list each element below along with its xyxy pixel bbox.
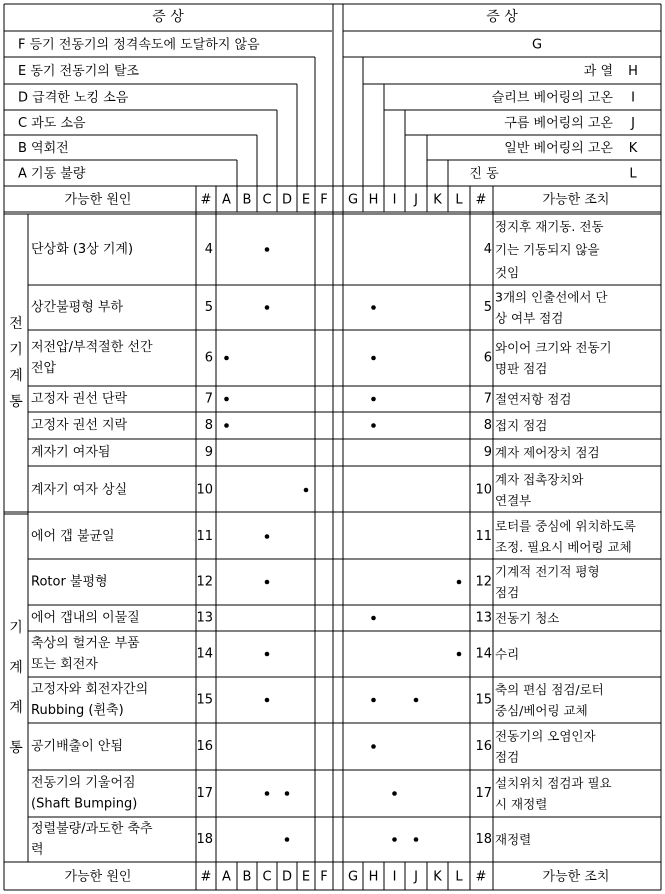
symptom-mark-C bbox=[265, 791, 270, 796]
right-symptom-letter: G bbox=[531, 37, 543, 53]
group-label-char: 계 bbox=[9, 660, 23, 676]
symptom-column-header: G bbox=[347, 869, 359, 885]
cause-text: 축상의 헐거운 부품 bbox=[31, 636, 140, 651]
left-symptom-title: 증 상 bbox=[152, 9, 184, 25]
group-label-char: 기 bbox=[9, 620, 23, 636]
right-symptom-letter: H bbox=[628, 64, 638, 79]
symptom-column-header: G bbox=[347, 192, 359, 208]
symptom-column-header: K bbox=[433, 869, 442, 885]
row-number: 12 bbox=[196, 574, 213, 590]
symptom-column-header: A bbox=[222, 869, 231, 885]
symptom-mark-C bbox=[265, 652, 270, 657]
row-number: 16 bbox=[196, 739, 213, 754]
symptom-column-header: L bbox=[455, 192, 463, 208]
symptom-column-header: I bbox=[392, 192, 397, 208]
row-number: 11 bbox=[196, 529, 213, 544]
row-number: 6 bbox=[483, 350, 492, 366]
right-symptom-label: 구름 베어링의 고온 bbox=[504, 116, 613, 131]
action-text: 계자 접촉장치와 bbox=[495, 472, 584, 487]
action-text: 조정. 필요시 베어링 교체 bbox=[495, 539, 632, 555]
symptom-column-header: F bbox=[320, 869, 328, 885]
symptom-column-header: B bbox=[242, 869, 252, 885]
row-number: 12 bbox=[475, 574, 492, 590]
cause-text: 또는 회전자 bbox=[31, 657, 98, 672]
row-number: 16 bbox=[475, 739, 492, 754]
symptom-column-header: D bbox=[281, 869, 293, 885]
cause-text: 력 bbox=[31, 842, 44, 858]
cause-text: 계자기 여자 상실 bbox=[31, 482, 128, 498]
cause-column-header: 가능한 원인 bbox=[64, 192, 132, 208]
row-number: 6 bbox=[204, 350, 213, 366]
action-column-header: 가능한 조치 bbox=[542, 192, 610, 208]
action-text: 상 여부 점검 bbox=[495, 310, 564, 326]
number-column-header: # bbox=[475, 869, 487, 885]
symptom-column-header: E bbox=[301, 869, 311, 885]
action-column-header: 가능한 조치 bbox=[542, 869, 610, 885]
symptom-mark-I bbox=[392, 791, 397, 796]
symptom-mark-H bbox=[371, 305, 376, 310]
symptom-mark-E bbox=[304, 488, 309, 493]
row-number: 14 bbox=[196, 646, 213, 662]
action-text: 재정렬 bbox=[495, 832, 532, 847]
symptom-column-header: F bbox=[320, 192, 328, 208]
symptom-mark-A bbox=[224, 423, 229, 428]
action-text: 수리 bbox=[495, 646, 520, 662]
row-number: 18 bbox=[475, 832, 492, 847]
row-number: 13 bbox=[196, 610, 213, 626]
cause-text: 상간불평형 부하 bbox=[31, 300, 124, 315]
right-symptom-letter: J bbox=[631, 116, 635, 131]
row-number: 17 bbox=[475, 786, 492, 801]
group-label-char: 기 bbox=[9, 342, 23, 358]
number-column-header: # bbox=[200, 192, 212, 208]
symptom-mark-J bbox=[414, 837, 419, 842]
row-number: 13 bbox=[475, 610, 492, 626]
symptom-mark-H bbox=[371, 356, 376, 361]
row-number: 7 bbox=[483, 391, 492, 407]
right-symptom-label: 슬리브 베어링의 고온 bbox=[491, 90, 613, 106]
row-number: 17 bbox=[196, 786, 213, 801]
symptom-mark-L bbox=[457, 652, 462, 657]
symptom-column-header: E bbox=[301, 192, 311, 208]
right-symptom-label: 일반 베어링의 고온 bbox=[504, 141, 613, 156]
cause-text: 정렬불량/과도한 축추 bbox=[31, 821, 153, 837]
action-text: 절연저항 점검 bbox=[495, 391, 572, 407]
symptom-mark-A bbox=[224, 356, 229, 361]
action-text: 명판 점검 bbox=[495, 361, 548, 376]
symptom-column-header: C bbox=[262, 869, 272, 885]
action-text: 기계적 전기적 평형 bbox=[495, 564, 600, 579]
action-text: 중심/베어링 교체 bbox=[495, 703, 588, 718]
right-symptom-letter: I bbox=[631, 90, 635, 106]
action-text: 기는 기동되지 않을 bbox=[495, 242, 600, 257]
left-symptom-label: C 과도 소음 bbox=[18, 116, 86, 131]
symptom-mark-D bbox=[285, 837, 290, 842]
cause-text: (Shaft Bumping) bbox=[31, 796, 138, 812]
cause-text: 고정자와 회전자간의 bbox=[31, 682, 149, 697]
symptom-mark-C bbox=[265, 534, 270, 539]
row-number: 18 bbox=[196, 832, 213, 847]
number-column-header: # bbox=[475, 192, 487, 208]
group-label-char: 통 bbox=[9, 740, 23, 756]
cause-text: 전동기의 기울어짐 bbox=[31, 775, 136, 791]
symptom-mark-H bbox=[371, 744, 376, 749]
cause-text: 저전압/부적절한 선간 bbox=[31, 340, 153, 355]
right-symptom-letter: L bbox=[629, 166, 637, 182]
right-symptom-letter: K bbox=[628, 141, 638, 156]
cause-text: 고정자 권선 단락 bbox=[31, 391, 128, 407]
symptom-mark-A bbox=[224, 397, 229, 402]
symptom-mark-C bbox=[265, 247, 270, 252]
cause-column-header: 가능한 원인 bbox=[64, 869, 132, 885]
symptom-mark-H bbox=[371, 616, 376, 621]
action-text: 설치위치 점검과 필요 bbox=[495, 775, 612, 791]
right-symptom-label: 진 동 bbox=[469, 166, 499, 182]
symptom-column-header: B bbox=[242, 192, 252, 208]
row-number: 11 bbox=[475, 529, 492, 544]
cause-text: 단상화 (3상 기계) bbox=[31, 242, 134, 257]
action-text: 3개의 인출선에서 단 bbox=[495, 289, 608, 305]
row-number: 7 bbox=[204, 391, 213, 407]
action-text: 점검 bbox=[495, 749, 520, 765]
symptom-mark-J bbox=[414, 698, 419, 703]
symptom-mark-H bbox=[371, 397, 376, 402]
row-number: 5 bbox=[483, 300, 492, 315]
row-number: 9 bbox=[483, 445, 492, 460]
symptom-mark-I bbox=[392, 837, 397, 842]
group-label-char: 계 bbox=[9, 700, 23, 716]
action-text: 와이어 크기와 전동기 bbox=[495, 340, 612, 355]
symptom-mark-H bbox=[371, 698, 376, 703]
symptom-column-header: I bbox=[392, 869, 397, 885]
left-symptom-label: B 역회전 bbox=[18, 141, 69, 156]
left-symptom-label: D 급격한 노킹 소음 bbox=[18, 90, 129, 106]
cause-text: 에어 갭 불균일 bbox=[31, 529, 115, 544]
group-label-char: 전 bbox=[9, 316, 23, 332]
left-symptom-label: A 기동 불량 bbox=[18, 166, 86, 182]
action-text: 전동기의 오염인자 bbox=[495, 728, 596, 744]
action-text: 전동기 청소 bbox=[495, 610, 560, 626]
symptom-column-header: K bbox=[433, 192, 442, 208]
row-number: 15 bbox=[475, 692, 492, 708]
symptom-mark-C bbox=[265, 305, 270, 310]
row-number: 4 bbox=[204, 242, 213, 257]
row-number: 8 bbox=[483, 418, 492, 433]
symptom-column-header: A bbox=[222, 192, 231, 208]
action-text: 것임 bbox=[495, 265, 520, 280]
left-symptom-label: E 동기 전동기의 탈조 bbox=[18, 64, 140, 79]
row-number: 9 bbox=[204, 445, 213, 460]
action-text: 연결부 bbox=[495, 493, 532, 508]
symptom-mark-C bbox=[265, 580, 270, 585]
cause-text: Rotor 불평형 bbox=[31, 574, 108, 590]
symptom-column-header: D bbox=[281, 192, 293, 208]
symptom-mark-H bbox=[371, 423, 376, 428]
row-number: 14 bbox=[475, 646, 492, 662]
symptom-mark-L bbox=[457, 580, 462, 585]
symptom-column-header: L bbox=[455, 869, 463, 885]
cause-text: 계자기 여자됨 bbox=[31, 445, 111, 460]
symptom-column-header: J bbox=[414, 869, 418, 885]
action-text: 시 재정렬 bbox=[495, 796, 548, 812]
row-number: 10 bbox=[196, 482, 213, 498]
row-number: 15 bbox=[196, 692, 213, 708]
left-symptom-label: F 등기 전동기의 정격속도에 도달하지 않음 bbox=[18, 37, 260, 53]
symptom-mark-C bbox=[265, 698, 270, 703]
number-column-header: # bbox=[200, 869, 212, 885]
row-number: 4 bbox=[483, 242, 492, 257]
action-text: 로터를 중심에 위치하도록 bbox=[495, 518, 636, 534]
action-text: 접지 점검 bbox=[495, 418, 548, 433]
right-symptom-label: 과 열 bbox=[583, 64, 613, 79]
action-text: 계자 제어장치 점검 bbox=[495, 445, 600, 460]
action-text: 점검 bbox=[495, 585, 520, 600]
cause-text: 공기배출이 안됨 bbox=[31, 739, 124, 754]
group-label-char: 통 bbox=[9, 394, 23, 410]
symptom-column-header: C bbox=[262, 192, 272, 208]
right-symptom-title: 증 상 bbox=[486, 9, 518, 25]
row-number: 10 bbox=[475, 482, 492, 498]
symptom-mark-D bbox=[285, 791, 290, 796]
symptom-column-header: H bbox=[368, 192, 379, 208]
group-label-char: 계 bbox=[9, 368, 23, 384]
action-text: 정지후 재기동. 전동 bbox=[495, 219, 604, 234]
cause-text: 전압 bbox=[31, 361, 57, 376]
row-number: 5 bbox=[204, 300, 213, 315]
cause-text: Rubbing (휜축) bbox=[31, 703, 124, 718]
cause-text: 에어 갭내의 이물질 bbox=[31, 610, 140, 626]
cause-text: 고정자 권선 지락 bbox=[31, 418, 128, 433]
row-number: 8 bbox=[204, 418, 213, 433]
action-text: 축의 편심 점검/로터 bbox=[495, 682, 604, 697]
symptom-column-header: J bbox=[414, 192, 418, 208]
symptom-column-header: H bbox=[368, 869, 379, 885]
